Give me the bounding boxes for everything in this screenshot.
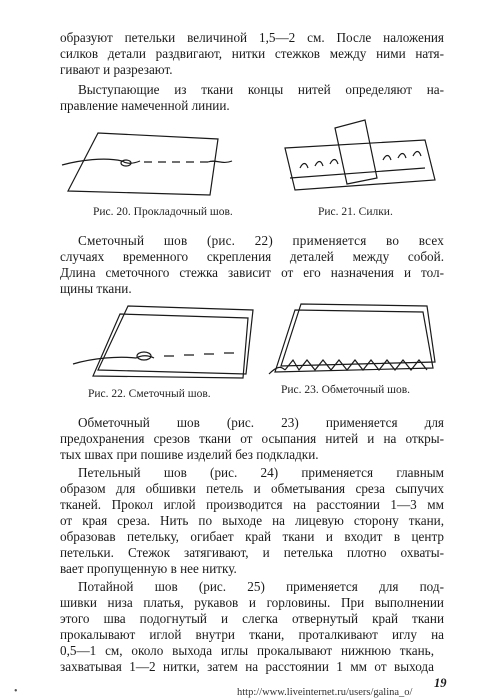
text-line: тканей. Прокол иглой производится на расстоянии 1—3 мм <box>60 497 444 512</box>
text-line: 0,5—1 см, около выхода иглы прокалывают нижнюю ткань, <box>60 643 434 658</box>
thread-loops <box>300 152 421 169</box>
fabric-piece <box>68 133 218 195</box>
source-url: http://www.liveinternet.ru/users/galina_o/ <box>237 687 413 698</box>
fabric-bottom-layer <box>285 140 435 190</box>
figure-21-caption: Рис. 21. Силки. <box>318 206 393 218</box>
text-line: Петельный шов (рис. 24) применяется главным <box>78 465 444 480</box>
figure-20-tacking-stitch <box>60 125 235 205</box>
text-line: образуют петельки величиной 1,5—2 см. После наложения <box>60 30 444 45</box>
text-line: прокалывают иглой внутри ткани, проталкивают иглу на <box>60 627 444 642</box>
text-line: предохранения срезов ткани от осыпания нитей и на откры- <box>60 431 444 446</box>
fabric-top-layer <box>281 304 435 366</box>
text-line: щины ткани. <box>60 281 132 296</box>
text-line: Обметочный шов (рис. 23) применяется для <box>78 415 444 430</box>
text-line: Длина сметочного стежка зависит от его назначения и тол- <box>60 265 444 280</box>
stitch-line <box>290 168 425 178</box>
text-line: этого шва подогнутый и слегка отвернутый край ткани <box>60 611 444 626</box>
text-line: тых швах при пошиве изделий без подкладки. <box>60 447 319 462</box>
text-line: силков детали раздвигают, нитки стежков между ними натя- <box>60 46 444 61</box>
figure-22-caption: Рис. 22. Сметочный шов. <box>88 388 211 400</box>
text-line: гивают и разрезают. <box>60 62 173 77</box>
text-line: петельки. Стежок затягивают, и петелька плотно охваты- <box>60 545 444 560</box>
text-line: захватывая 1—2 нитки, затем на расстоянии 1 мм от выхода <box>60 659 434 674</box>
text-line: правление намеченной линии. <box>60 98 230 113</box>
text-line: образовав петельку, огибает край ткани и входит в центр <box>60 529 444 544</box>
thread-end <box>208 161 232 162</box>
text-line: вает пропущенную в нее нитку. <box>60 561 237 576</box>
text-line: шивки низа платья, рукавов и горловины. При выполнении <box>60 595 444 610</box>
figure-20-caption: Рис. 20. Прокладочный шов. <box>93 206 233 218</box>
page-number: 19 <box>434 676 447 690</box>
figure-21-tailor-tacks <box>265 118 445 208</box>
figure-23-overcast-stitch <box>265 296 440 382</box>
text-line: Потайной шов (рис. 25) применяется для под- <box>78 579 444 594</box>
text-line: образом для обшивки петель и обметывания среза сыпучих <box>60 481 444 496</box>
text-line: случаях временного скрепления деталей между собой. <box>60 249 444 264</box>
figure-22-basting-stitch <box>68 300 258 382</box>
text-line: Сметочный шов (рис. 22) применяется во всех <box>78 233 444 248</box>
text-line: Выступающие из ткани концы нитей определяют на- <box>78 82 444 97</box>
figure-23-caption: Рис. 23. Обметочный шов. <box>281 384 411 396</box>
stitch-marks <box>164 353 234 356</box>
text-line: от края среза. Нить по выходе на лицевую сторону ткани, <box>60 513 444 528</box>
scan-mark: • <box>14 686 18 697</box>
fabric-bottom-layer <box>93 314 248 378</box>
